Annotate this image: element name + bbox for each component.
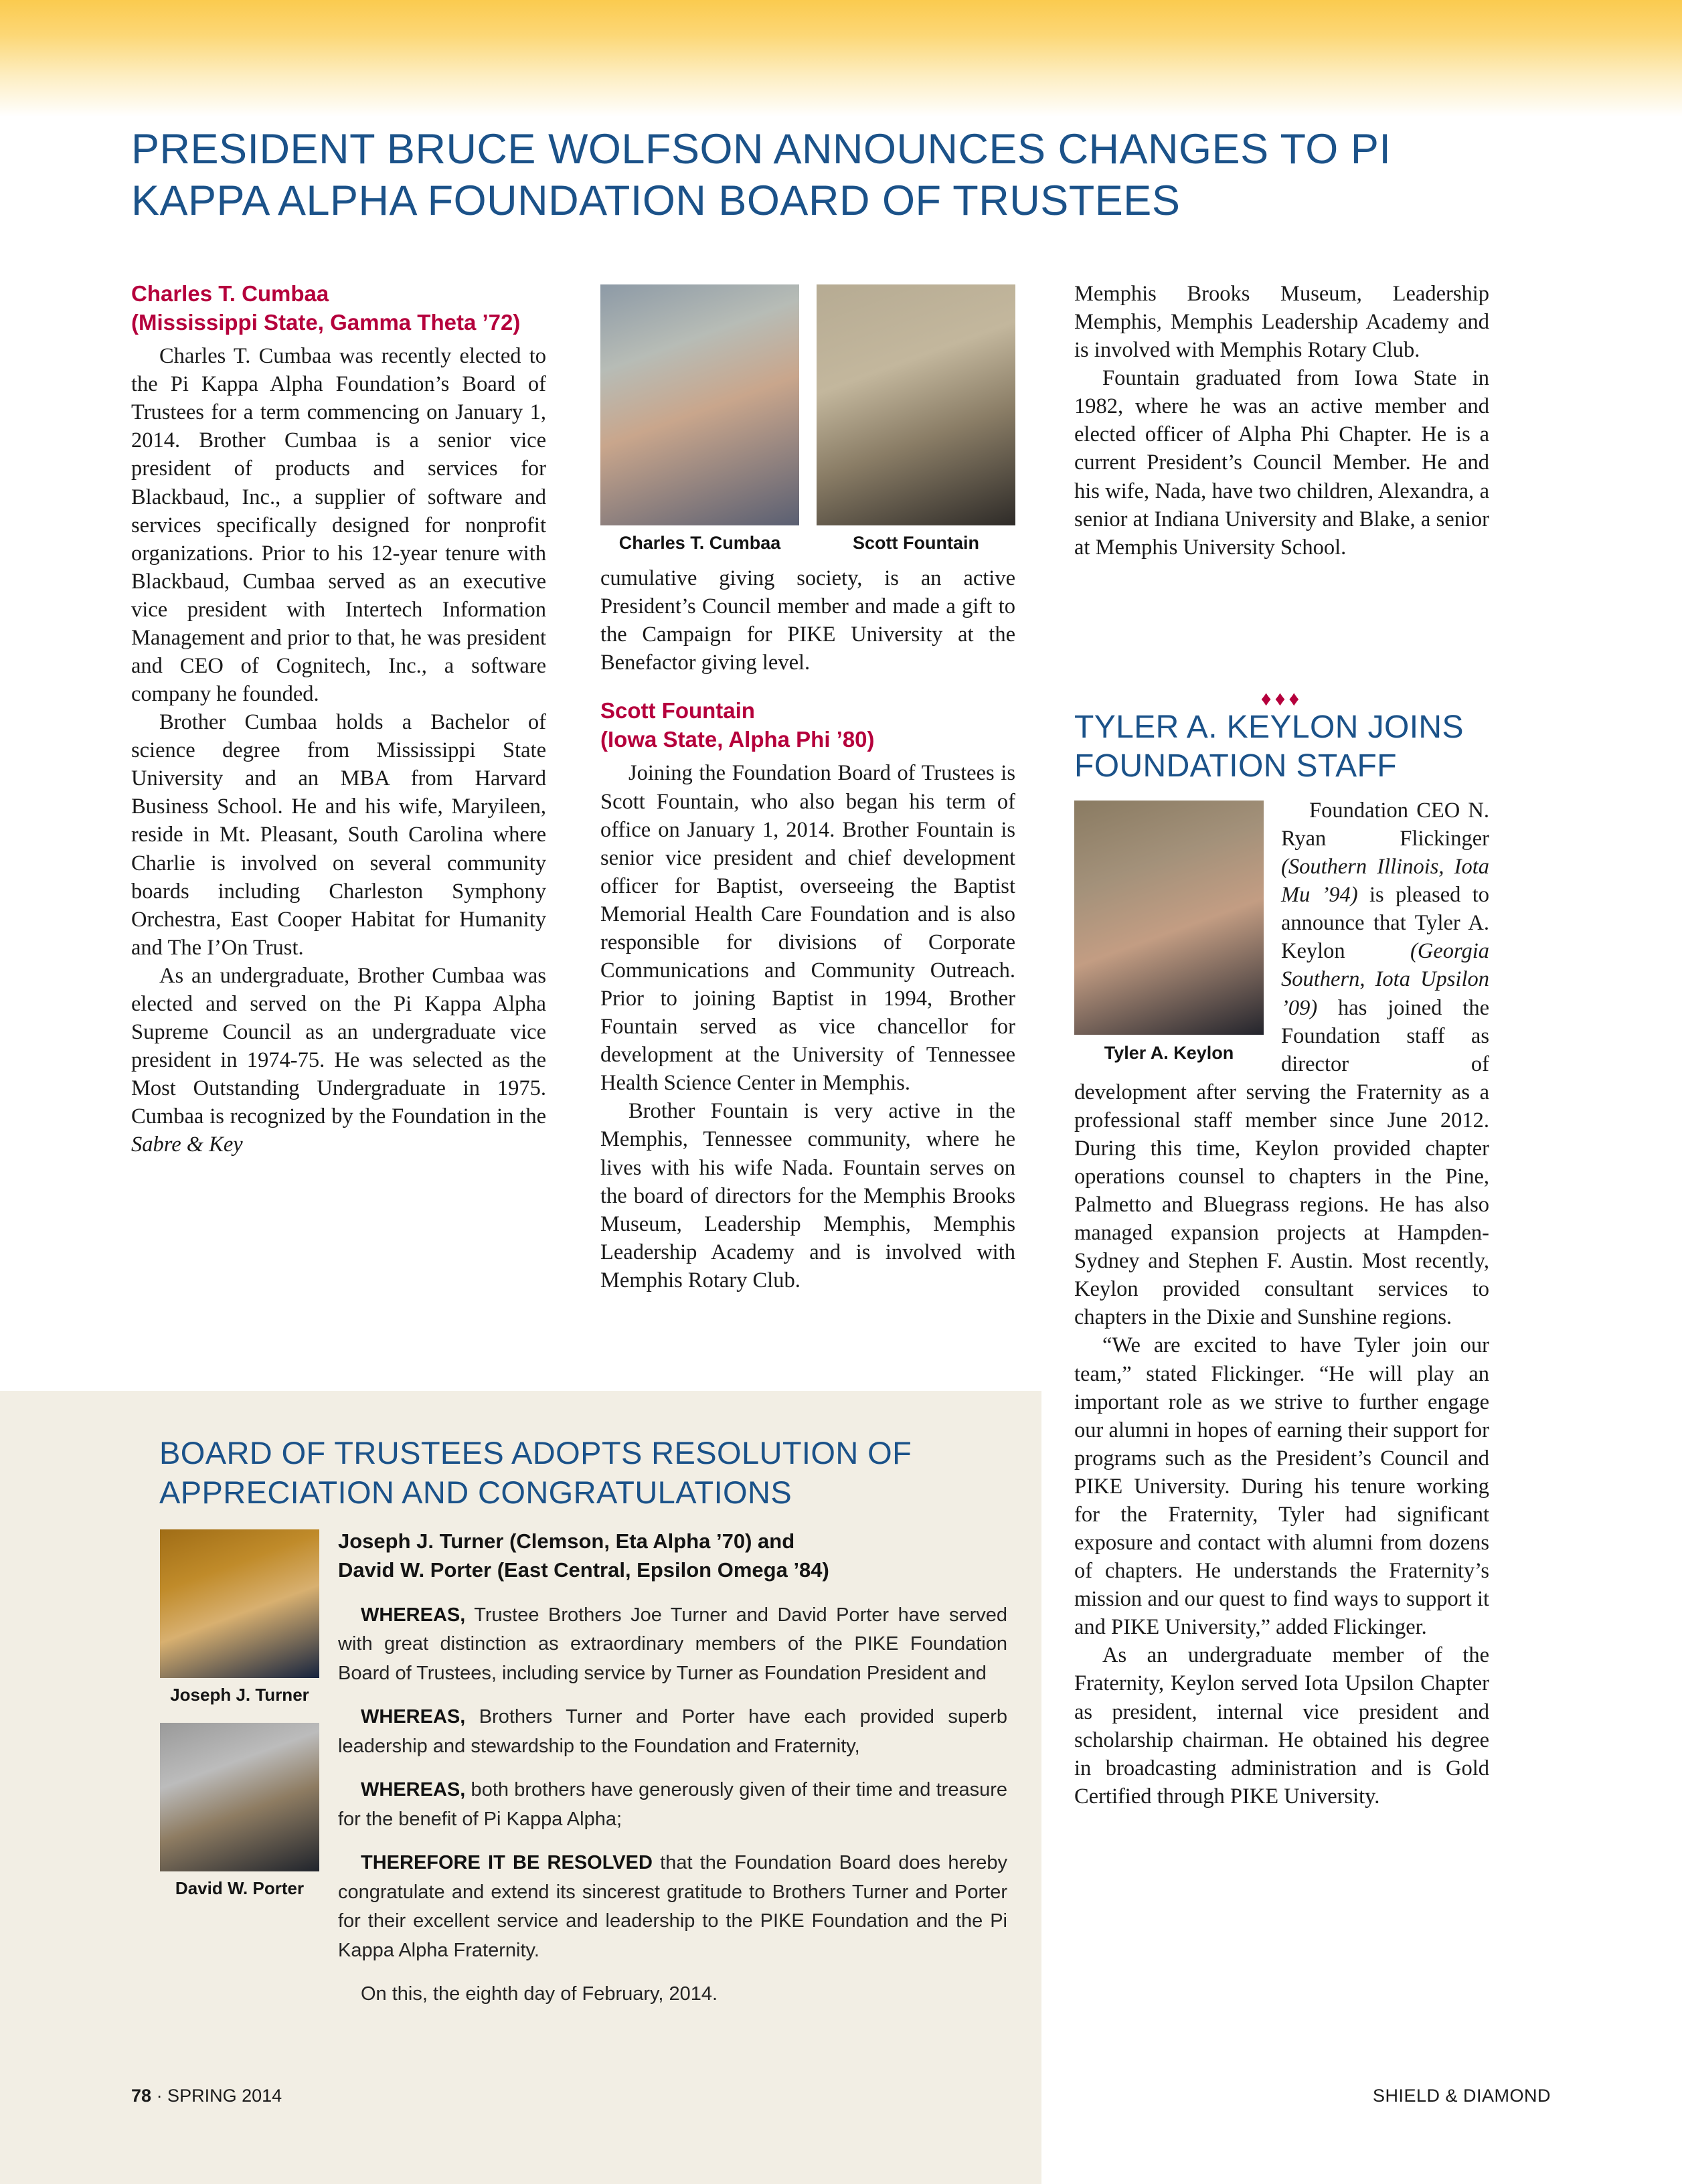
photo-cell-fountain [817, 284, 1015, 554]
clause-text: On this, the eighth day of February, 2014. [361, 1983, 718, 2005]
section-headline-keylon: TYLER A. KEYLON JOINS FOUNDATION STAFF [1074, 709, 1464, 784]
clause-lead: WHEREAS, [361, 1706, 466, 1728]
portrait-joseph-turner [160, 1529, 319, 1678]
portrait-david-porter [160, 1723, 319, 1871]
keylon-paragraph-3: As an undergraduate member of the Fraternity, Keylon served Iota Upsilon Chapter as president, internal vice president and scholarship chairman. He obtained his degree in broadcasting administration and is Gold Certified through PIKE University. [1074, 1643, 1489, 1809]
resolution-photo-column [160, 1529, 319, 1916]
resolution-honoree-names [338, 1527, 1007, 1585]
subhead-cumbaa [131, 280, 546, 337]
cumbaa-p3-italic-title: Sabre & Key [131, 1132, 243, 1157]
cumbaa-paragraph-2: Brother Cumbaa holds a Bachelor of science degree from Mississippi State University and an MBA from Harvard Business School. He and his wife, Maryileen, reside in Mt. Pleasant, South Carolina where Charlie is involved on several community boards including Charleston Symphony Orchestra, East Cooper Habitat for Humanity and The I’On Trust. [131, 710, 546, 960]
resolution-clause [338, 1703, 1007, 1761]
footer-page-number: 78 [131, 2086, 152, 2106]
page-headline: PRESIDENT BRUCE WOLFSON ANNOUNCES CHANGES TO PI KAPPA ALPHA FOUNDATION BOARD OF TRUSTEES [131, 126, 1392, 224]
cumbaa-paragraph-3 [131, 962, 546, 1159]
footer-issue: · SPRING 2014 [156, 2086, 282, 2106]
footer-publication-name: SHIELD & DIAMOND [1372, 2086, 1551, 2106]
photo-cell-keylon [1074, 801, 1264, 1065]
keylon-paragraph-2: “We are excited to have Tyler join our team,” stated Flickinger. “He will play an important role as we strive to further engage our alumni in hopes of earning their support for programs such as the President’s Council and PIKE University. During his tenure working for the Fraternity, Tyler had significant exposure and contact with alumni from dozens of chapters. He understands the Fraternity’s mission and our quest to find ways to support it and PIKE University,” added Flickinger. [1074, 1333, 1489, 1640]
clause-lead: WHEREAS, [361, 1779, 466, 1801]
portrait-tyler-keylon [1074, 801, 1264, 1035]
resolution-clause [338, 1849, 1007, 1965]
trustee-photo-row [600, 284, 1015, 554]
subhead-fountain-chapter: (Iowa State, Alpha Phi ’80) [600, 726, 875, 752]
keylon-p1-a: Foundation CEO N. Ryan Flickinger [1281, 799, 1489, 851]
photo-caption-keylon: Tyler A. Keylon [1104, 1043, 1234, 1063]
diamond-ornament-icon: ♦♦♦ [1260, 687, 1303, 710]
footer-page-info [131, 2086, 282, 2106]
resolution-clause [338, 1776, 1007, 1834]
fountain-paragraph-1: Joining the Foundation Board of Trustees is Scott Fountain, who also began his term of office on January 1, 2014. Brother Fountain is senior vice president and chief development officer for Baptist, overseeing the Baptist Memorial Health Care Foundation and is also responsible for divisions of Corporate Communications and Community Outreach. Prior to joining Baptist in 1994, Brother Fountain served as vice chancellor for development at the University of Tennessee Health Science Center in Memphis. [600, 761, 1015, 1096]
cumbaa-paragraph-1: Charles T. Cumbaa was recently elected to the Pi Kappa Alpha Foundation’s Board of Trustees for a term commencing on January 1, 2014. Brother Cumbaa is a senior vice president of products and services for Blackbaud, Inc., a supplier of software and services specifically designed for nonprofit organizations. Prior to his 12-year tenure with Blackbaud, Cumbaa served as an executive vice president with Intertech Information Management and prior to that, he was president and CEO of Cognitech, Inc., a software company he founded. [131, 344, 546, 707]
subhead-fountain-name: Scott Fountain [600, 698, 755, 724]
subhead-cumbaa-chapter: (Mississippi State, Gamma Theta ’72) [131, 309, 521, 335]
clause-text: Brothers Turner and Porter have each provided superb leadership and stewardship to the Foundation and Fraternity, [338, 1706, 1007, 1757]
clause-lead: WHEREAS, [361, 1604, 466, 1626]
article-column-3-keylon [1074, 796, 1489, 1811]
keylon-p1-italic-2: (Georgia Southern, Iota Upsilon ’09) [1281, 939, 1489, 1020]
subhead-fountain [600, 697, 1015, 754]
photo-caption-porter: David W. Porter [175, 1878, 305, 1898]
portrait-scott-fountain [817, 284, 1015, 525]
honoree-name-porter: David W. Porter (East Central, Epsilon Omega ’84) [338, 1558, 829, 1582]
article-column-2 [600, 564, 1015, 1294]
keylon-p1-c: has joined the Foundation staff as director of development after serving the Fraternity as a professional staff member since June 2012. During this time, Keylon provided chapter operations counsel to chapters in the Pine, Palmetto and Bluegrass regions. He has also managed expansion projects at Hampden-Sydney and Stephen F. Austin. Most recently, Keylon provided consultant services to chapters in the Dixie and Sunshine regions. [1074, 995, 1489, 1330]
cumbaa-paragraph-3-continued: cumulative giving society, is an active President’s Council member and made a gift to the Campaign for PIKE University at the Benefactor giving level. [600, 566, 1015, 675]
resolution-clause [338, 1601, 1007, 1689]
resolution-date-line [338, 1980, 1007, 2009]
clause-text: Trustee Brothers Joe Turner and David Porter have served with great distinction as extraordinary members of the PIKE Foundation Board of Trustees, including service by Turner as Foundation President and [338, 1604, 1007, 1684]
article-column-3-top [1074, 280, 1489, 562]
clause-text: that the Foundation Board does hereby congratulate and extend its sincerest gratitude to Brothers Turner and Porter for their excellent service and leadership to the PIKE Foundation and the Pi Kappa Alpha Fraternity. [338, 1852, 1007, 1961]
photo-caption-fountain: Scott Fountain [853, 533, 979, 553]
photo-caption-cumbaa: Charles T. Cumbaa [618, 533, 781, 553]
resolution-headline: BOARD OF TRUSTEES ADOPTS RESOLUTION OF APPRECIATION AND CONGRATULATIONS [159, 1435, 912, 1510]
article-column-1 [131, 280, 546, 1159]
fountain-paragraph-2: Brother Fountain is very active in the Memphis, Tennessee community, where he lives with his wife Nada. Fountain serves on the board of directors for the Memphis Brooks Museum, Leadership Memphis, Memphis Leadership Academy and is involved with Memphis Rotary Club. [600, 1099, 1015, 1292]
clause-text: both brothers have generously given of their time and treasure for the benefit of Pi Kappa Alpha; [338, 1779, 1007, 1830]
fountain-paragraph-3: Fountain graduated from Iowa State in 1982, where he was an active member and elected officer of Alpha Phi Chapter. He is a current President’s Council Member. He and his wife, Nada, have two children, Alexandra, a senior at Indiana University and Blake, a senior at Memphis University School. [1074, 366, 1489, 560]
portrait-charles-cumbaa [600, 284, 799, 525]
subhead-cumbaa-name: Charles T. Cumbaa [131, 281, 329, 306]
keylon-p1-italic-1: (Southern Illinois, Iota Mu ’94) [1281, 855, 1489, 908]
photo-cell-cumbaa [600, 284, 799, 554]
clause-lead: THEREFORE IT BE RESOLVED [361, 1852, 653, 1874]
photo-caption-turner: Joseph J. Turner [170, 1685, 309, 1705]
honoree-name-turner: Joseph J. Turner (Clemson, Eta Alpha ’70) and [338, 1529, 795, 1553]
fountain-paragraph-2-continued: Memphis Brooks Museum, Leadership Memphis, Memphis Leadership Academy and is involved with Memphis Rotary Club. [1074, 282, 1489, 363]
gold-gradient-band [0, 0, 1682, 117]
cumbaa-p3-text-a: As an undergraduate, Brother Cumbaa was elected and served on the Pi Kappa Alpha Supreme Council as an undergraduate vice president in 1974-75. He was selected as the Most Outstanding Undergraduate in 1975. Cumbaa is recognized by the Foundation in the [131, 963, 546, 1129]
resolution-body [338, 1527, 1007, 2009]
keylon-p1-b: is pleased to announce that Tyler A. Keylon [1281, 883, 1489, 964]
